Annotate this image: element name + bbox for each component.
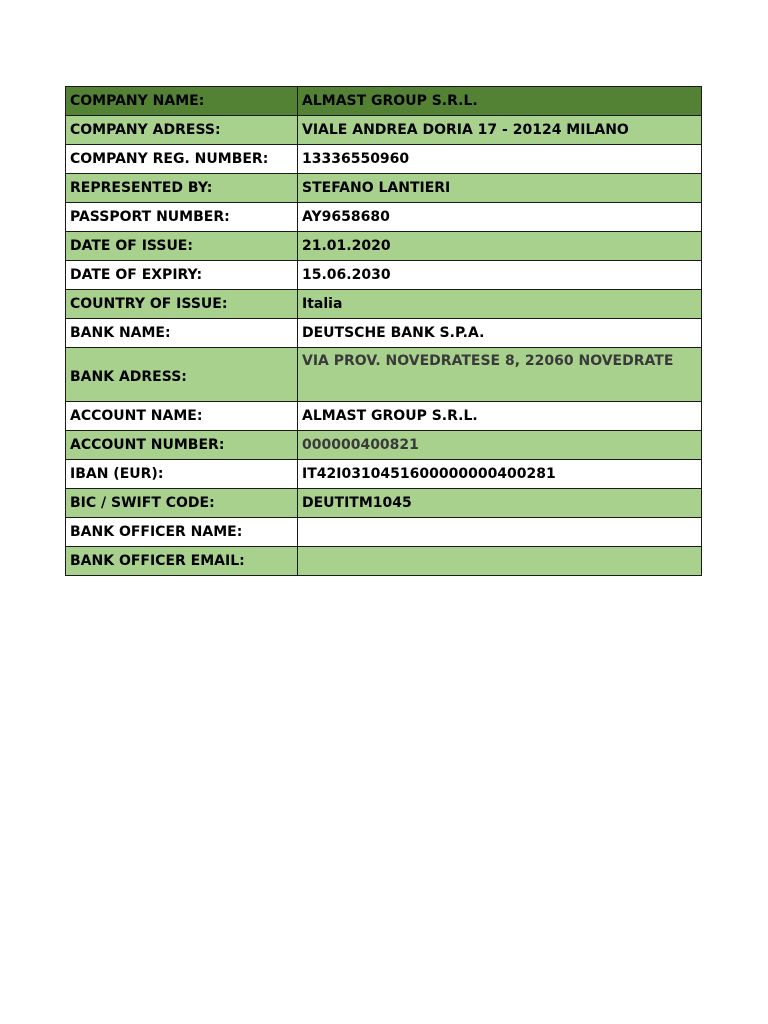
iban-label: IBAN (EUR): [66, 460, 298, 489]
company-info-table [65, 86, 702, 576]
date-of-expiry-value: 15.06.2030 [298, 261, 702, 290]
date-of-issue-label: DATE OF ISSUE: [66, 232, 298, 261]
table-row-date-of-expiry [66, 261, 702, 290]
table-row-account-name [66, 402, 702, 431]
bank-officer-email-label: BANK OFFICER EMAIL: [66, 547, 298, 576]
bank-name-value: DEUTSCHE BANK S.P.A. [298, 319, 702, 348]
table-row-passport-number [66, 203, 702, 232]
passport-number-value: AY9658680 [298, 203, 702, 232]
company-info-sheet [65, 86, 701, 576]
bank-address-label: BANK ADRESS: [66, 348, 298, 402]
account-name-value: ALMAST GROUP S.R.L. [298, 402, 702, 431]
company-reg-number-label: COMPANY REG. NUMBER: [66, 145, 298, 174]
represented-by-value: STEFANO LANTIERI [298, 174, 702, 203]
table-row-company-address [66, 116, 702, 145]
table-row-country-of-issue [66, 290, 702, 319]
account-name-label: ACCOUNT NAME: [66, 402, 298, 431]
bank-officer-name-label: BANK OFFICER NAME: [66, 518, 298, 547]
table-row-represented-by [66, 174, 702, 203]
table-row-company-reg-number [66, 145, 702, 174]
company-address-label: COMPANY ADRESS: [66, 116, 298, 145]
country-of-issue-label: COUNTRY OF ISSUE: [66, 290, 298, 319]
date-of-issue-value: 21.01.2020 [298, 232, 702, 261]
table-row-bic-swift [66, 489, 702, 518]
table-row-date-of-issue [66, 232, 702, 261]
company-name-label: COMPANY NAME: [66, 87, 298, 116]
bic-swift-label: BIC / SWIFT CODE: [66, 489, 298, 518]
table-row-iban [66, 460, 702, 489]
account-number-value: 000000400821 [298, 431, 702, 460]
passport-number-label: PASSPORT NUMBER: [66, 203, 298, 232]
table-row-bank-officer-name [66, 518, 702, 547]
date-of-expiry-label: DATE OF EXPIRY: [66, 261, 298, 290]
table-row-account-number [66, 431, 702, 460]
bank-officer-name-value [298, 518, 702, 547]
bank-address-value: VIA PROV. NOVEDRATESE 8, 22060 NOVEDRATE [298, 348, 702, 402]
bank-name-label: BANK NAME: [66, 319, 298, 348]
table-row-company-name [66, 87, 702, 116]
table-row-bank-name [66, 319, 702, 348]
company-name-value: ALMAST GROUP S.R.L. [298, 87, 702, 116]
account-number-label: ACCOUNT NUMBER: [66, 431, 298, 460]
bank-officer-email-value [298, 547, 702, 576]
company-reg-number-value: 13336550960 [298, 145, 702, 174]
company-address-value: VIALE ANDREA DORIA 17 - 20124 MILANO [298, 116, 702, 145]
represented-by-label: REPRESENTED BY: [66, 174, 298, 203]
country-of-issue-value: Italia [298, 290, 702, 319]
bic-swift-value: DEUTITM1045 [298, 489, 702, 518]
table-row-bank-address [66, 348, 702, 402]
table-row-bank-officer-email [66, 547, 702, 576]
iban-value: IT42I0310451600000000400281 [298, 460, 702, 489]
